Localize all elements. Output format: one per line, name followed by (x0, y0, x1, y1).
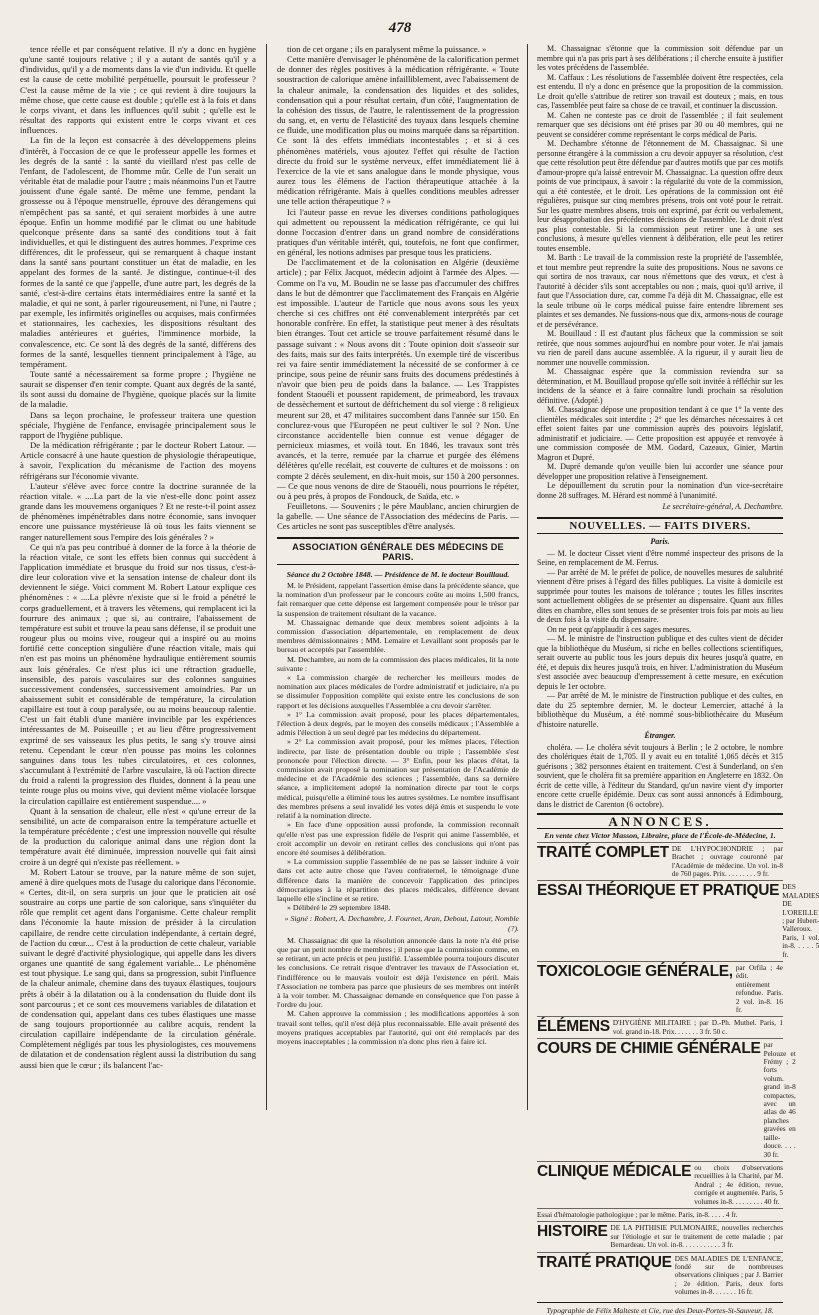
commission-signatures: » Signé : Robert, A. Dechambre, J. Fournet, Aran, Debout, Latour, Nomble (?). (284, 914, 519, 933)
ad-description: DES MALADIES DE L'ENFANCE, fondé sur de nombreuses observations cliniques ; par J. Barrier ; 2e édition. Paris, deux forts volumes in-8. . . . . . . 16 fr. (674, 1254, 783, 1297)
advertisement (537, 1221, 783, 1251)
foreign-news: choléra. — Le choléra sévit toujours à Berlin ; le 2 octobre, le nombre des cholériques était de 1,705. Il y avait eu en totalité 1,065 décès et 315 guérisons ; 382 personnes étaient en traitement. C'est à Sunderland, on s'en souvient, que le choléra fit sa première apparition en Angleterre en 1832. On écrit de cette ville, à l'éditeur du Standard, qu'un navire vient d'y importer encore cette cruelle épidémie. Deux cas sont aussi annoncés à Edimbourg, dans le district de Carenton (6 octobre). (537, 742, 783, 809)
paragraph: M. Dechambre, au nom de la commission des places médicales, lit la note suivante : (277, 654, 519, 673)
paragraph: M. Chassaignac demande que deux membres soient adjoints à la commission d'association départementale, en remplacement de deux membres démissionnaires ; MM. Lemaire et Levaillant sont proposés par le bureau et acceptés par l'assemblée. (277, 617, 519, 655)
news-item: — M. le docteur Cisset vient d'être nommé inspecteur des prisons de la Seine, en remplacement de M. Ferrus. (537, 548, 783, 567)
ad-description: DE LA PHTHISIE PULMONAIRE, nouvelles recherches sur l'étiologie et sur le traitement de cette maladie ; par Bernardeau. Un vol. in-8. . . . . . . . . . . 3 fr. (610, 1224, 783, 1250)
advertisements (537, 842, 819, 1299)
paragraph: Le dépouillement du scrutin pour la nomination d'un vice-secrétaire donne 28 suffrages. M. Hérard est nommé à l'unanimité. (537, 481, 783, 500)
ad-description: D'HYGIÈNE MILITAIRE ; par D.-Ph. Muthel. Paris, 1 vol. grand in-18. Prix. . . . . . . 3 fr. 50 c. (612, 1019, 783, 1036)
news-item: — Par arrêté de M. le préfet de police, de nouvelles mesures de salubrité viennent d'être prises à l'égard des filles publiques. La visite à domicile est supprimée pour toutes les maisons de tolérance ; toutes les filles inscrites sont actuellement obligées de se présenter au dispensaire. Quant aux filles dites en chambre, elles sont tenues de se présenter trois fois par mois au lieu de deux fois à la visite du dispensaire. (537, 567, 783, 624)
paragraph: Cette manière d'envisager le phénomène de la calorification permet de donner des règles positives à la médication réfrigérante. « Toute soustraction de calorique amène infailliblement, avec l'abaissement de la chaleur animale, la condensation des liquides et des solides, condensation qui a pour résultat certain, d'un côté, l'augmentation de la cohésion des tissus, de l'autre, le ralentissement de la progression du sang, et, en vertu de l'élasticité des tuyaux dans lesquels chemine ce fluide, une modification plus ou moins marquée dans sa répartition. Ce sont là des effets immédiats incontestables ; et si à ces phénomènes matériels, vous ajoutez l'effet qui résulte de l'action directe du froid sur le système nerveux, effet immédiatement lié à l'exercice de la vie et sans analogue dans le monde physique, vous aurez tous les élémens de l'action thérapeutique attachée à la médication réfrigérante. Mais à quelles conditions meubles adresser une telle action thérapeutique ? » (277, 54, 519, 207)
advertisement: Essai d'hématologie pathologique ; par le même. Paris, in-8. . . . . 4 fr. (537, 1208, 783, 1221)
ad-description: par Orfila ; 4e édit. entièrement refondue. Paris. 2 vol. in-8. 16 fr. (735, 963, 783, 1015)
paragraph: De l'acclimatement et de la colonisation en Algérie (deuxième article) ; par Félix Jacquot, médecin adjoint à l'armée des Alpes. — Comme on l'a vu, M. Boudin ne se lasse pas d'accumuler des chiffres dans le but de démontrer que l'acclimatement des Français en Algérie est impossible. L'auteur de l'article que nous avons sous les yeux cherche si ces chiffres ont été convenablement interprétés par cet honorable confrère. En effet, la statistique peut mener à des résultats bien étranges. Tout cet article se trouve parfaitement résumé dans le passage suivant : « Nous avons dit : Toute opinion doit s'asseoir sur des faits, mais sur des faits interprétés. Un exemple tiré de visceribus rei va faire sentir immédiatement la nécessité de se conformer à ce principe, sous peine de réunir sans fruits des documens prédestinés à n'avoir que bien peu de poids dans la balance. — Les Trappistes fondent Staouéli et poussent rapidement, de primeabord, les travaux de dessèchement et surtout de défrichement du sol vierge : 8 religieux meurent sur 28, et 47 militaires succombent dans l'année sur 150. En conclurez-vous que l'Européen ne peut cultiver le sol ? Non. Une circonstance accidentelle bien connue est venue dégager de pernicieux miasmes, et voilà tout. En 1846, les travaux sont très avancés, et la terre, remuée par la charrue et purgée des élémens délétères qu'elle recélait, est couverte de cultures et de moissons : on compte 2 décès seulement, en dix-huit mois, sur 150 à 200 personnes. — Ce que nous venons de dire de Staouéli, nous pourrions le répéter, ou à peu près, à propos de Fondouck, de Saïda, etc. » (277, 257, 519, 501)
column-rule-right (527, 44, 528, 1110)
association-heading: ASSOCIATION GÉNÉRALE DES MÉDECINS DE PARIS. (277, 537, 519, 565)
paragraph: M. Dupré demande qu'on veuille bien lui accorder une séance pour développer une proposition relative à l'enseignement. (537, 462, 783, 481)
ad-title: ESSAI THÉORIQUE ET PRATIQUE (537, 882, 780, 900)
paragraph: » 1° La commission avait proposé, pour les places départementales, l'élection à deux degrés, par le moyen des conseils médicaux ; l'Assemblée a admis l'élection à un seul degré par les médecins du département. (277, 709, 519, 738)
advertisement (537, 1038, 796, 1161)
news-item: — Par arrêté de M. le ministre de l'instruction publique et des cultes, en date du 25 septembre dernier, M. le docteur Lemercier, attaché à la bibliothèque du Muséum, a été nommé sous-bibliothécaire du Muséum d'histoire naturelle. (537, 691, 783, 729)
secretary-signature: Le secrétaire-général, A. Dechambre. (662, 502, 783, 511)
paragraph: M. Chassaignac dit que la résolution annoncée dans la note n'a été prise que par un petit nombre de membres ; il pense que la commission comme, en se retirant, un acte précis et peu justifié. L'assemblée pourra toujours discuter les conclusions. Ce retrait risque d'entraver les travaux de l'Association et, l'indifférence ou le mauvais vouloir est déjà l'existence en péril. Mais l'Association ne tombera pas parce que plusieurs de ses membres ont intérêt à la voir tomber. M. Chassaignac demande en conséquence que l'on passe à l'ordre du jour. (277, 935, 519, 1010)
advertisement (537, 842, 783, 881)
paragraph: Ce qui n'a pas peu contribué à donner de la force à la théorie de la réaction vitale, ce sont les effets bien connus qui succèdent à l'application immédiate et brusque du froid sur nos tissus, c'est-à-dire leur coloration vive et la sensation intense de chaleur dont ils deviennent le siége. Voici comment M. Robert Latour explique ces phénomènes : « ....La plèvre n'existe que si le froid a pénétré le corps graduellement, et à travers les vêtemens, qui remplacent ici la fourrure des animaux ; que si, au contraire, l'abaissement de température est subit et trouve la peau sans défense, il se produit une rougeur plus ou moins vive, rougeur qui a inspiré ou au moins fortifié cette conception singulière d'une réaction vitale, mais qui n'en est pas moins un phénomène hydraulique entièrement soumis aux lois générales. Ce n'est plus ici une rétraction graduelle, insensible, des parois vasculaires sur des colonnes sanguines successivement condensées, successivement amoindries. Par un abaissement subit et considérable de température, la circulation capillaire est tout à coup paralysée, ou au moins beaucoup ralentie. C'est un fait établi d'une manière invincible par les expériences intéressantes de M. Poiseuille ; et au lieu d'être progressivement exprimé de ses vaisseaux les plus petits, le sang s'y trouve ainsi retenu. Cependant le cœur n'en pousse pas moins les colonnes sanguines dans tous les tubes circulatoires, et ces colonnes, s'accumulant à l'extrémité de l'arbre vasculaire, là où l'action directe du froid a ralenti la progression des fluides, donnent à la peau une teinte rouge plus ou moins vive, qui devient même violacée lorsque la circulation capillaire est entièrement suspendue.... » (20, 541, 257, 806)
paragraph: Ici l'auteur passe en revue les diverses conditions pathologiques qui admettent ou repoussent la médication réfrigérante, ce qui lui donne l'occasion d'entrer dans un grand nombre de considérations pratiques d'un véritable intérêt, qui, toutefois, ne font que confirmer, en général, les notions admises par presque tous les praticiens. (277, 206, 519, 258)
ad-description: DES MALADIES DE L'OREILLE ; par Hubert-Valleroux. Paris, 1 vol. in-8. . . . . 5 fr. (782, 883, 819, 959)
paragraph: M. Cahen ne conteste pas ce droit de l'assemblée ; il fait seulement remarquer que ses décisions ont été prises par 30 ou 40 membres, qui ne peuvent se considérer comme représentant le corps médical de Paris. (537, 110, 783, 139)
paragraph: Feuilletons. — Souvenirs ; le père Maublanc, ancien chirurgien de la gabelle. — Une séance de l'Association des médecins de Paris. — Ces articles ne sont pas susceptibles d'être analysés. (277, 501, 519, 532)
advertisement (537, 880, 819, 961)
ad-title: TRAITÉ PRATIQUE (537, 1253, 672, 1271)
annonces-subheading: En vente chez Victor Masson, Libraire, place de l'École-de-Médecine, 1. (544, 830, 776, 840)
paris-news (537, 549, 783, 730)
advertisement (537, 961, 783, 1016)
ad-title: TRAITÉ COMPLET (537, 843, 669, 861)
paragraph: » Délibéré le 29 septembre 1848. (287, 903, 391, 913)
news-item: On ne peut qu'applaudir à ces sages mesures. (547, 624, 692, 634)
column-2-articles (277, 44, 519, 532)
paragraph: M. Caffaux : Les résolutions de l'assemblée doivent être respectées, cela est entendu. Il n'y a donc en présence que la proposition de la commission. Le droit qu'elle s'attribue de retirer son travail est douteux ; mais, en tous cas, l'assemblée peut faire sa chose de ce travail, et continuer la discussion. (537, 72, 783, 110)
paragraph: » La commission supplie l'assemblée de ne pas se laisser induire à voir dans cet acte autre chose que l'aveu confraternel, le témoignage d'une différence dans la manière de concevoir l'application des principes démocratiques à la répartition des places médicales, différence devant laquelle elle s'incline et se retire. (277, 857, 519, 903)
ad-description: ou choix d'observations recueillies à la Charité, par M. Andral ; 4e édition, revue, corrigée et augmentée. Paris, 5 volumes in-8. . . . . . . . . 40 fr. (694, 1163, 783, 1206)
paragraph: tence réelle et par conséquent relative. Il n'y a donc en hygiène qu'une santé toujours relative ; il y a autant de santés qu'il y a d'individus, qu'il y a de moments dans la vie d'un individu. Et quelle est la cause de cette mobilité perpétuelle, poursuit le professeur ? C'est la cause même de la vie ; ce qui revient à dire toujours la même chose, que cette cause est double ; qu'elle est à la fois et dans le corps vivant, et dans les influences qu'il subit ; qu'elle est le résultat des rapports qui existent entre le corps vivant et ces influences. (20, 44, 256, 136)
ad-title: COURS DE CHIMIE GÉNÉRALE (537, 1040, 761, 1058)
foreign-label: Étranger. (644, 731, 676, 740)
paragraph: L'auteur s'élève avec force contre la doctrine surannée de la réaction vitale. « ....La part de la vie n'est-elle donc point assez grande dans les mouvemens organiques ? Et ne reste-t-il point assez de phénomènes impénétrables dans notre économie, sans invoquer encore une puissance mystérieuse là où tous les faits viennent se ranger naturellement sous l'empire des lois générales ? » (20, 480, 256, 542)
session-minutes (277, 581, 519, 912)
column-1-body (20, 44, 256, 1070)
paragraph: M. Barth : Le travail de la commission reste la propriété de l'assemblée, et tout membre peut reprendre la suite des propositions. Nous ne savons ce qui sortira de nos travaux, car nous n'émettons que des vœux, et c'est à l'autorité à décider s'ils sont acceptables ou non ; mais, quoi qu'il arrive, il faut que l'Association dure, car, comme l'a déjà dit M. Chassaignac, elle est la seule tribune où le corps médical puisse faire entendre librement ses plaintes et ses demandes. Ne fussions-nous que dix, armons-nous de courage et de persévérance. (537, 253, 783, 329)
ad-title: TOXICOLOGIE GÉNÉRALE, (537, 962, 733, 980)
news-heading: NOUVELLES. — FAITS DIVERS. (537, 517, 783, 535)
paragraph: M. Chassaignac espère que la commission reviendra sur sa détermination, et M. Bouillaud propose qu'elle soit invitée à réfléchir sur les incidens de la séance et à faire connaître lundi prochain sa résolution définitive. (Adopté.) (537, 367, 783, 405)
annonces-heading: ANNONCES. (537, 813, 783, 829)
column-1 (20, 44, 256, 1110)
paragraph: La fin de la leçon est consacrée à des développemens pleins d'intérêt, à l'occasion de ce que le professeur appelle les formes et les degrés de la santé : la santé du vieillard n'est pas celle de l'enfant, de l'adolescent, de l'homme mûr. Celle de l'un serait un véritable état de maladie pour l'autre ; mais néanmoins l'un et l'autre jouissent d'une égale santé. De même une femme, pendant la grossesse ou à l'époque menstruelle, éprouve des dérangemens qui n'empêchent pas sa santé, et qui seraient morbides à une autre époque. Enfin un homme modifié par le climat ou une habitude quelconque présente dans sa santé des conditions tout à fait individuelles, et qui le distinguent des autres hommes. J'exprime ces différences, dit le professeur, qui se remarquent à chaque instant dans la santé sans pourtant constituer un état de maladie, en les appelant des formes de la santé. Je distingue, continue-t-il des formes de la santé ce que j'appelle, d'une autre part, les degrés de la santé, c'est-à-dire certains états intermédiaires entre la santé et la maladie, et qui ne sont, à parler rigoureusement, ni l'une, ni l'autre ; par exemple, les infirmités originelles ou acquises, mais confirmées et stationnaires, les cachexies, les dispositions résultant des maladies antérieures et guéries, l'imminence morbide, la convalescence, etc. Ce sont là des degrés de la santé, différens des formes de la santé, lesquelles tiennent principalement à l'âge, au tempérament. (20, 135, 256, 369)
discussion-continued (537, 44, 783, 500)
paragraph: M. Dechambre s'étonne de l'étonnement de M. Chassaignac. Si une personne étrangère à la commission a cru devoir appuyer sa résolution, c'est que cette résolution peut être défendue par d'autres motifs que par ces motifs d'amour-propre qu'a laissé entrevoir M. Chassaignac. La question offre deux points de vue principaux, à savoir : la régularité du vote de la commission, qui a été contestée, et le droit. Les opérations de la commission ont été régulières, puisque sur cinq membres présens, trois ont voté pour le retrait. Sur les quatre membres absens, trois ont exprimé, par écrit ou verbalement, leur désapprobation des précédentes décisions de l'assemblée. Le droit n'est pas plus contestable. Si la commission peut retirer une à une ses conclusions, à mesure qu'elles viennent à délibération, elle peut les retirer toutes ensemble. (537, 139, 783, 253)
paragraph: M. le Président, rappelant l'assertion émise dans la précédente séance, que la nomination d'un professeur par le concours coûte au moins 1,500 francs, fait remarquer que cette dépense est largement compensée pour le trésor par la suspension de traitement résultant de la vacance. (277, 581, 519, 618)
paragraph: M. Robert Latour se trouve, par la nature même de son sujet, amené à dire quelques mots de l'usage du calorique dans l'économie. « Certes, dit-il, on sera surpris un jour que le praticien ait osé soustraire au corps une partie de son calorique, sans s'inquiéter du rôle que remplit cet agent dans l'organisme. Cette chaleur remplit dans l'économie la haute mission de présider à la circulation capillaire, de rendre cette circulation indépendante, à certain degré, de l'action du cœur.... C'est à la production de cette chaleur, variable suivant le degré d'activité physiologique, qui appelle dans les divers organes une quantité de sang également variable... Le phénomène est tout physique. Le sang qui, dans sa progression, subit l'influence de la chaleur animale, chemine dans des tuyaux élastiques, toujours prêts à obéir à la dilatation ou à la condensation du fluide dont ils sont parcourus ; et ce sont ces mouvemens variables de dilatation et de condensation qui, appelant dans ces tubes élastiques une masse de sang toujours proportionnée au calibre acquis, rendent la circulation capillaire indépendante de la circulation générale. Complètement négligés par tous les physiologistes, ces mouvemens de dilatation et de condensation règlent aussi la distribution du sang aussi bien que le cœur ; ils balancent l'ac- (20, 866, 256, 1070)
paragraph: Quant à la sensation de chaleur, elle n'est « qu'une erreur de la sensibilité, un acte de comparaison entre la température actuelle et la température précédente ; c'est une impression nouvelle qui résulte de la production du calorique animal dans une région dont la température avait été diminuée, impression nouvelle qui fait ainsi croire à un degré qui n'existe pas réellement. » (20, 805, 256, 867)
session-line: Séance du 2 Octobre 1848. — Présidence de M. le docteur Bouillaud. (286, 569, 510, 579)
ad-description: DE L'HYPOCHONDRIE ; par Brachet ; ouvrage couronné par l'Académie de médecine. Un vol. in-8 de 760 pages. Prix. . . . . . . . . 9 fr. (671, 844, 783, 878)
paragraph: De la médication réfrigérante ; par le docteur Robert Latour. — Article consacré à une haute question de physiologie thérapeutique, à savoir, l'explication du mécanisme de l'action des moyens réfrigérans sur l'économie vivante. (20, 440, 256, 481)
page-number: 478 (388, 20, 412, 36)
paragraph: » 2° La commission avait proposé, pour les mêmes places, l'élection indirecte, par liste de présentation double ou triple ; l'assemblée s'est prononcée pour l'élection directe. — 3° Enfin, pour les places d'état, la commission avait proposé la nomination sur présentation de l'Académie de médecine et de l'Académie des sciences ; l'assemblée, dans sa dernière séance, a implicitement adopté la nomination directe par tout le corps médical, puisqu'elle a éliminé tous les autres systèmes. Le nombre insuffisant des membres présens a seul invalidé les votes déjà émis et suspendu le vote relatif à la nomination directe. (277, 737, 519, 821)
paragraph: M. Chassaignac s'étonne que la commission soit défendue par un membre qui n'a pas pris part à ses délibérations ; il cherche ensuite à justifier les votes précédens de l'assemblée. (537, 44, 783, 72)
ad-description: par Pelouze et Frémy ; 2 forts volum. grand in-8 compactes, avec un atlas de 46 planches gravées en taille-douce. . . . 30 fr. (763, 1041, 796, 1159)
printer-imprint: Typographie de Félix Malteste et Cie, rue des Deux-Portes-St-Sauveur, 18. (537, 1302, 783, 1315)
paragraph: Dans sa leçon prochaine, le professeur traitera une question spéciale, l'hygiène de l'enfance, envisagée principalement sous le rapport de l'hygiène publique. (20, 409, 256, 440)
advertisement (537, 1016, 783, 1038)
paragraph: « La commission chargée de rechercher les meilleurs modes de nomination aux places médicales de l'ordre administratif et judiciaire, n'a pu se dissimuler l'opposition complète qui existe entre les conclusions de son rapport et les décisions auxquelles l'Assemblée a cru devoir s'arrêter. (277, 673, 519, 710)
paragraph: M. Chassaignac dépose une proposition tendant à ce que 1° la vente des clientèles médicales soit interdite ; 2° que les démarches nécessaires à cet effet soient faites par une commission auprès des pouvoirs législatif, administratif et judiciaire. — Cette proposition est appuyée et renvoyée à une commission composée de MM. Godard, Cazeaux, Ginier, Martin Magron et Dupré. (537, 405, 783, 462)
ad-title: CLINIQUE MÉDICALE (537, 1162, 692, 1180)
paragraph: Toute santé a nécessairement sa forme propre ; l'hygiène ne saurait se dispenser d'en tenir compte. Quant aux degrés de la santé, ils sont aussi du domaine de l'hygiène, quoique placés sur la limite de la maladie. (20, 369, 256, 410)
ad-title: HISTOIRE (537, 1223, 608, 1241)
column-2 (277, 44, 519, 1110)
column-3 (537, 44, 819, 1315)
column-rule-left (266, 44, 267, 1110)
paragraph: M. Bouillaud : Il est d'autant plus fâcheux que la commission se soit retirée, que nous sommes aujourd'hui en nombre pour voter. Je n'ai jamais vu rien de pareil dans aucune assemblée. A la rigueur, il y aurait lieu de nommer une nouvelle commission. (537, 329, 783, 367)
ad-title: ÉLÉMENS (537, 1018, 610, 1036)
news-item: — M. le ministre de l'instruction publique et des cultes vient de décider que la bibliothèque du Muséum, si riche en belles collections scientifiques, serait ouverte au public tous les jours depuis dix heures jusqu'à quatre, en été, et depuis dix heures jusqu'à trois, en hiver. L'administration du Muséum s'est associée avec beaucoup d'empressement à cette mesure, en exécution depuis le 1er octobre. (537, 634, 783, 691)
paris-label: Paris. (650, 537, 670, 546)
session-discussion (277, 936, 519, 1046)
advertisement (537, 1161, 783, 1208)
paragraph: M. Cahen approuve la commission ; les modifications apportées à son travail sont telles, qu'il n'est déjà plus reconnaissable. Elle avait présenté des moyens pratiques acceptables par l'autorité, qui ont été remplacés par des moyens inacceptables ; la commission n'a donc plus rien à faire ici. (277, 1009, 519, 1046)
paragraph: tion de cet organe ; ils en paralysent même la puissance. » (287, 44, 487, 54)
advertisement (537, 1252, 783, 1299)
paragraph: » En face d'une opposition aussi profonde, la commission reconnaît qu'elle n'est pas une expression fidèle de l'esprit qui anime l'assemblée, et croit accomplir un devoir en retirant celles des conclusions qui n'ont pas encore été soumises à délibération. (277, 820, 519, 857)
